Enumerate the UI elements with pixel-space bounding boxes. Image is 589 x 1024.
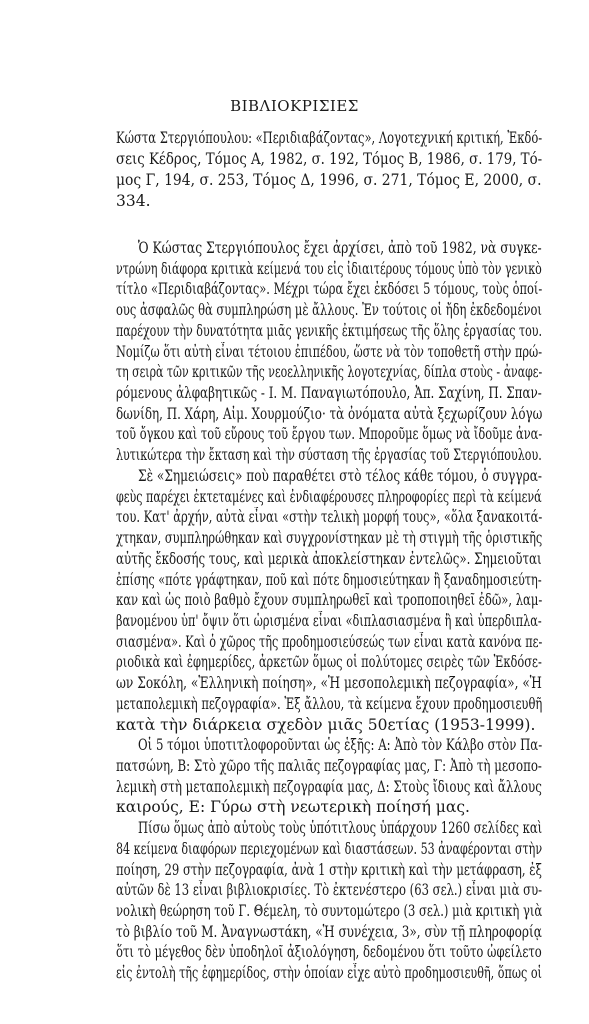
citation-line: σεις Κέδρος, Τόμος Α, 1982, σ. 192, Τόμος Β, 1986, σ. 179, Τό- — [116, 150, 543, 168]
body-line: αὐτῶν δὲ 13 εἶναι βιβλιοκρισίες. Τὸ ἐκτενέστερο (63 σελ.) εἶναι μιὰ συ- — [116, 881, 543, 900]
section-heading: ΒΙΒΛΙΟΚΡΙΣΙΕΣ — [230, 97, 359, 115]
citation-line: Κώστα Στεργιόπουλου: «Περιδιαβάζοντας», Λογοτεχνική κριτική, Ἐκδό- — [116, 129, 543, 147]
body-line: Σὲ «Σημειώσεις» ποὺ παραθέτει στὸ τέλος κάθε τόμου, ὁ συγγρα- — [138, 466, 543, 485]
body-line: ους ἀσφαλῶς θὰ συμπληρώση μὲ ἄλλους. Ἐν τούτοις οἱ ἤδη ἐκδεδομένοι — [116, 301, 542, 320]
body-line: τὸ βιβλίο τοῦ Μ. Ἀναγνωστάκη, «Ἡ συνέχεια, 3», σὺν τῇ πληροφορίᾳ — [116, 922, 542, 941]
body-line: τίτλο «Περιδιαβάζοντας». Μέχρι τώρα ἔχει ἐκδόσει 5 τόμους, τοὺς ὁποί- — [116, 280, 543, 299]
body-line: καιρούς, Ε: Γύρω στὴ νεωτερικὴ ποίησή μας. — [116, 798, 470, 817]
body-line: ντρώνη διάφορα κριτικὰ κείμενά του εἰς ἰδιαιτέρους τόμους ὑπὸ τὸν γενικὸ — [116, 259, 542, 278]
body-line: λυτικώτερα τὴν ἔκταση καὶ τὴν σύσταση τῆς ἐργασίας τοῦ Στεργιόπουλου. — [116, 446, 542, 465]
body-line: παρέχουν τὴν δυνατότητα μιᾶς γενικῆς ἐκτιμήσεως τῆς ὅλης ἐργασίας του. — [116, 321, 543, 340]
body-line: λεμικὴ στὴ μεταπολεμικὴ πεζογραφία μας, Δ: Στοὺς ἴδιους καὶ ἄλλους — [116, 777, 542, 796]
body-line: τοῦ ὄγκου καὶ τοῦ εὔρους τοῦ ἔργου των. Μποροῦμε ὅμως νὰ ἴδοῦμε ἀνα- — [116, 425, 543, 444]
body-line: Νομίζω ὅτι αὐτὴ εἶναι τέτοιου ἐπιπέδου, ὥστε νὰ τὸν τοποθετῆ στὴν πρώ- — [116, 342, 543, 361]
body-line: ποίηση, 29 στὴν πεζογραφία, ἀνὰ 1 στὴν κριτικὴ καὶ τὴν μετάφραση, ἐξ — [116, 860, 542, 879]
citation-line: 334. — [116, 192, 151, 210]
body-line: εἰς ἐντολὴ τῆς ἐφημερίδος, στὴν ὁποίαν εἶχε αὐτὸ προδημοσιευθῆ, ὅπως οἱ — [116, 964, 542, 983]
body-line: τη σειρὰ τῶν κριτικῶν τῆς νεοελληνικῆς λογοτεχνίας, δίπλα στοὺς - ἀναφε- — [116, 363, 543, 382]
body-line: 84 κείμενα διαφόρων περιεχομένων καὶ διαστάσεων. 53 ἀναφέρονται στὴν — [116, 839, 543, 858]
body-line: ρόμενους ἀλφαβητικῶς - Ι. Μ. Παναγιωτόπουλο, Ἀπ. Σαχίνη, Π. Σπαν- — [116, 384, 542, 403]
body-line: ὅτι τὸ μέγεθος δὲν ὑποδηλοῖ ἀξιολόγηση, δεδομένου ὅτι τοῦτο ὠφείλετο — [116, 943, 542, 962]
body-line: κατὰ τὴν διάρκεια σχεδὸν μιᾶς 50ετίας (1953-1999). — [116, 715, 536, 734]
body-line: ων Σοκόλη, «Ἑλληνικὴ ποίηση», «Ἡ μεσοπολεμικὴ πεζογραφία», «Ἡ — [116, 674, 542, 693]
body-line: Οἱ 5 τόμοι ὑποτιτλοφοροῦνται ὡς ἑξῆς: Α: Ἀπὸ τὸν Κάλβο στὸν Πα- — [138, 736, 543, 755]
body-line: σιασμένα». Καὶ ὁ χῶρος τῆς προδημοσιεύσεώς των εἶναι κατὰ κανόνα πε- — [116, 632, 543, 651]
citation-line: μος Γ, 194, σ. 253, Τόμος Δ, 1996, σ. 271, Τόμος Ε, 2000, σ. — [116, 171, 542, 189]
body-line: καν καὶ ὡς ποιὸ βαθμὸ ἔχουν συμπληρωθεῖ καὶ τροποποιηθεῖ ἐδῶ», λαμ- — [116, 591, 543, 610]
body-line: βανομένου ὑπ' ὄψιν ὅτι ὡρισμένα εἶναι «διπλασιασμένα ἢ καὶ ὑπερδιπλα- — [116, 611, 542, 630]
body-line: αὐτῆς ἔκδοσής τους, καὶ μερικὰ ἀποκλείστηκαν ἐντελῶς». Σημειοῦται — [116, 549, 542, 568]
body-line: ἐπίσης «πότε γράφτηκαν, ποῦ καὶ πότε δημοσιεύτηκαν ἢ ξαναδημοσιεύτη- — [116, 570, 542, 589]
body-line: πατσώνη, Β: Στὸ χῶρο τῆς παλιᾶς πεζογραφίας μας, Γ: Ἀπὸ τὴ μεσοπο- — [116, 757, 542, 775]
body-line: χτηκαν, συμπληρώθηκαν καὶ συγχρονίστηκαν μὲ τὴ στιγμὴ τῆς ὁριστικῆς — [116, 529, 543, 548]
body-line: ριοδικὰ καὶ ἐφημερίδες, ἀρκετῶν ὅμως οἱ πολύτομες σειρὲς τῶν Ἐκδόσε- — [116, 653, 542, 672]
body-line: του. Κατ' ἀρχήν, αὐτὰ εἶναι «στὴν τελικὴ μορφή τους», «ὅλα ξανακοιτά- — [116, 508, 543, 527]
body-line: φεὺς παρέχει ἐκτεταμένες καὶ ἐνδιαφέρουσες πληροφορίες περὶ τὰ κείμενά — [116, 487, 542, 506]
body-line: Ὁ Κώστας Στεργιόπουλος ἔχει ἀρχίσει, ἀπὸ τοῦ 1982, νὰ συγκε- — [138, 239, 542, 257]
body-line: Πίσω ὅμως ἀπὸ αὐτοὺς τοὺς ὑπότιτλους ὑπάρχουν 1260 σελίδες καὶ — [138, 819, 543, 838]
body-line: μεταπολεμικὴ πεζογραφία». Ἐξ ἄλλου, τὰ κείμενα ἔχουν προδημοσιευθῆ — [116, 694, 543, 713]
body-line: νολικὴ θεώρηση τοῦ Γ. Θέμελη, τὸ συντομώτερο (3 σελ.) μιὰ κριτικὴ γιὰ — [116, 902, 543, 921]
body-line: δωνίδη, Π. Χάρη, Αἰμ. Χουρμούζιο· τὰ ὀνόματα αὐτὰ ξεχωρίζουν λόγω — [116, 404, 543, 423]
